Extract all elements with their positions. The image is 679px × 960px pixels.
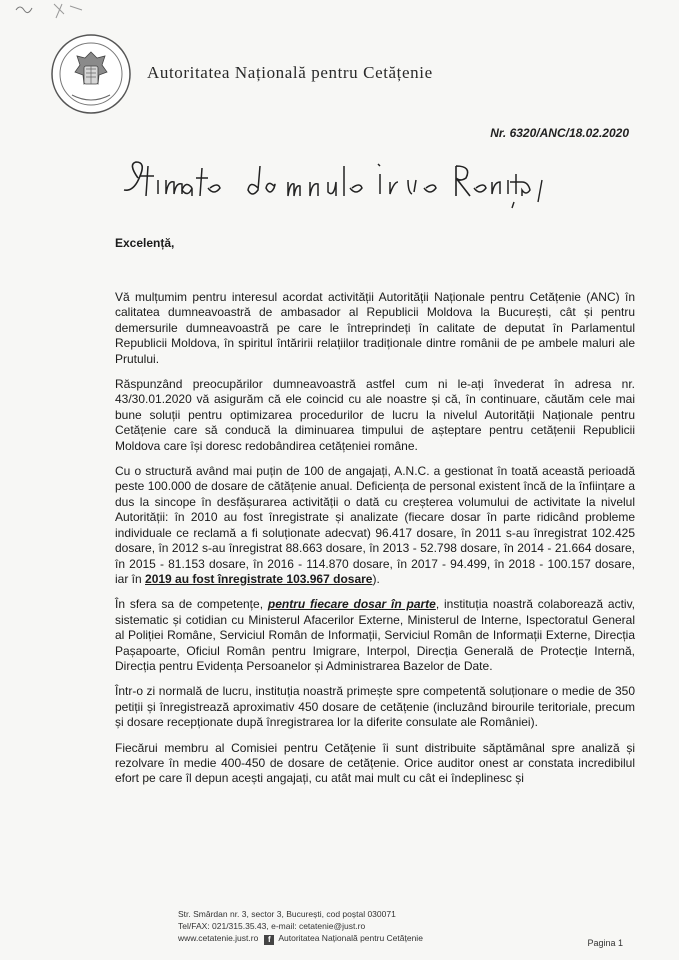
paragraph-6: Fiecărui membru al Comisiei pentru Cetățenie îi sunt distribuite săptămânal spre analiză și rezolvare în medie 400-450 de dosare de cetățenie. Orice auditor onest ar constata incredibilul efort pe care îl depun acești angajați, cu atât mai mult cu cât ei îndeplinesc și: [115, 740, 635, 786]
footer-tel-email: Tel/FAX: 021/315.35.43, e-mail: cetatenie@just.ro: [178, 921, 366, 931]
footer-web-row: [178, 932, 423, 945]
page-number: Pagina 1: [587, 938, 623, 948]
handwritten-corner-mark: [12, 0, 92, 22]
paragraph-4-text: , instituția noastră colaborează activ, sistematic și cotidian cu Ministerul Afacerilor Externe, Ministerul de Interne, Ispectoratul General al Poliției Române, Serviciul Român de Informații, Serviciul Român de Informații Externe, Direcția Pașapoarte, Oficiul Român pentru Imigrare, Interpol, Direcția Generală de Protecție Internă, Direcția pentru Evidența Persoanelor și Administrarea Bazelor de Date.: [115, 597, 636, 673]
paragraph-3: [115, 464, 635, 587]
paragraph-4-emphasis: pentru fiecare dosar în parte: [267, 597, 436, 612]
facebook-icon: f: [264, 935, 274, 945]
footer-website-link[interactable]: www.cetatenie.just.ro: [178, 933, 259, 943]
footer-facebook-page[interactable]: Autoritatea Națională pentru Cetățenie: [278, 933, 423, 943]
paragraph-3-text: Cu o structură având mai puțin de 100 de angajați, A.N.C. a gestionat în toată această perioadă peste 100.000 de dosare de cătățenie anual. Deficiența de personal existent încă de la înființare a dus la sincope în desfășurarea activității o dată cu creșterea volumului de activitate la nivelul Autorității: în 2010 au fost înregistrate și analizate (fiecare dosar în parte ridicând probleme individuale ce reclamă a fi soluționate adecvat) 96.417 dosare, în 2011 s-au înregistrat 102.425 dosare, în 2012 s-au înregistrat 88.663 dosare, în 2013 - 52.798 dosare, în 2014 - 21.664 dosare, în 2015 - 81.153 dosare, în 2016 - 114.870 dosare, în 2017 - 94.499, în 2018 - 100.157 dosare, iar în: [115, 464, 635, 586]
paragraph-2: Răspunzând preocupărilor dumneavoastră astfel cum ni le-ați învederat în adresa nr. 43/30.01.2020 vă asigurăm că ele coincid cu ale noastre și că, în continuare, căutăm cele mai bune soluții pentru optimizarea procedurilor de lucru la nivelul Autorității Naționale pentru Cetățenie care să conducă la diminuarea timpului de așteptare pentru cetățenii Republicii Moldova care își doresc redobândirea cetățeniei române.: [115, 377, 635, 453]
paragraph-1: Vă mulțumim pentru interesul acordat activității Autorității Naționale pentru Cetățenie (ANC) în calitatea dumneavoastră de ambasador al Republicii Moldova la București, cât și pentru demersurile dumneavoastră pe care le întreprindeți în calitate de deputat în Parlamentul Republicii Moldova, în spiritul întăririi relațiilor tradiționale dintre românii de pe ambele maluri ale Prutului.: [115, 290, 635, 366]
footer-contact: [178, 908, 423, 945]
paragraph-4: [115, 597, 635, 674]
letter-body: [115, 290, 635, 797]
paragraph-5: Într-o zi normală de lucru, instituția noastră primește spre competentă soluționare o medie de 350 petiții și înregistrează aproximativ 450 dosare de cetățenie (incluzând birourile teritoriale, precum și dosare recepționate după înregistrarea lor la diferite consulate ale României).: [115, 684, 635, 730]
coat-of-arms-seal-icon: [50, 33, 132, 115]
footer-address: Str. Smârdan nr. 3, sector 3, București, cod poștal 030071: [178, 909, 396, 919]
handwritten-greeting-stimate-domnule-iurie-renita: [118, 150, 558, 210]
salutation: Excelență,: [115, 236, 175, 250]
paragraph-3-end: ).: [372, 571, 380, 586]
paragraph-3-emphasis: 2019 au fost înregistrate 103.967 dosare: [145, 571, 373, 586]
paragraph-4-start: În sfera sa de competențe,: [115, 597, 268, 612]
organization-title: Autoritatea Națională pentru Cetățenie: [147, 63, 433, 82]
reference-number: Nr. 6320/ANC/18.02.2020: [490, 126, 629, 140]
